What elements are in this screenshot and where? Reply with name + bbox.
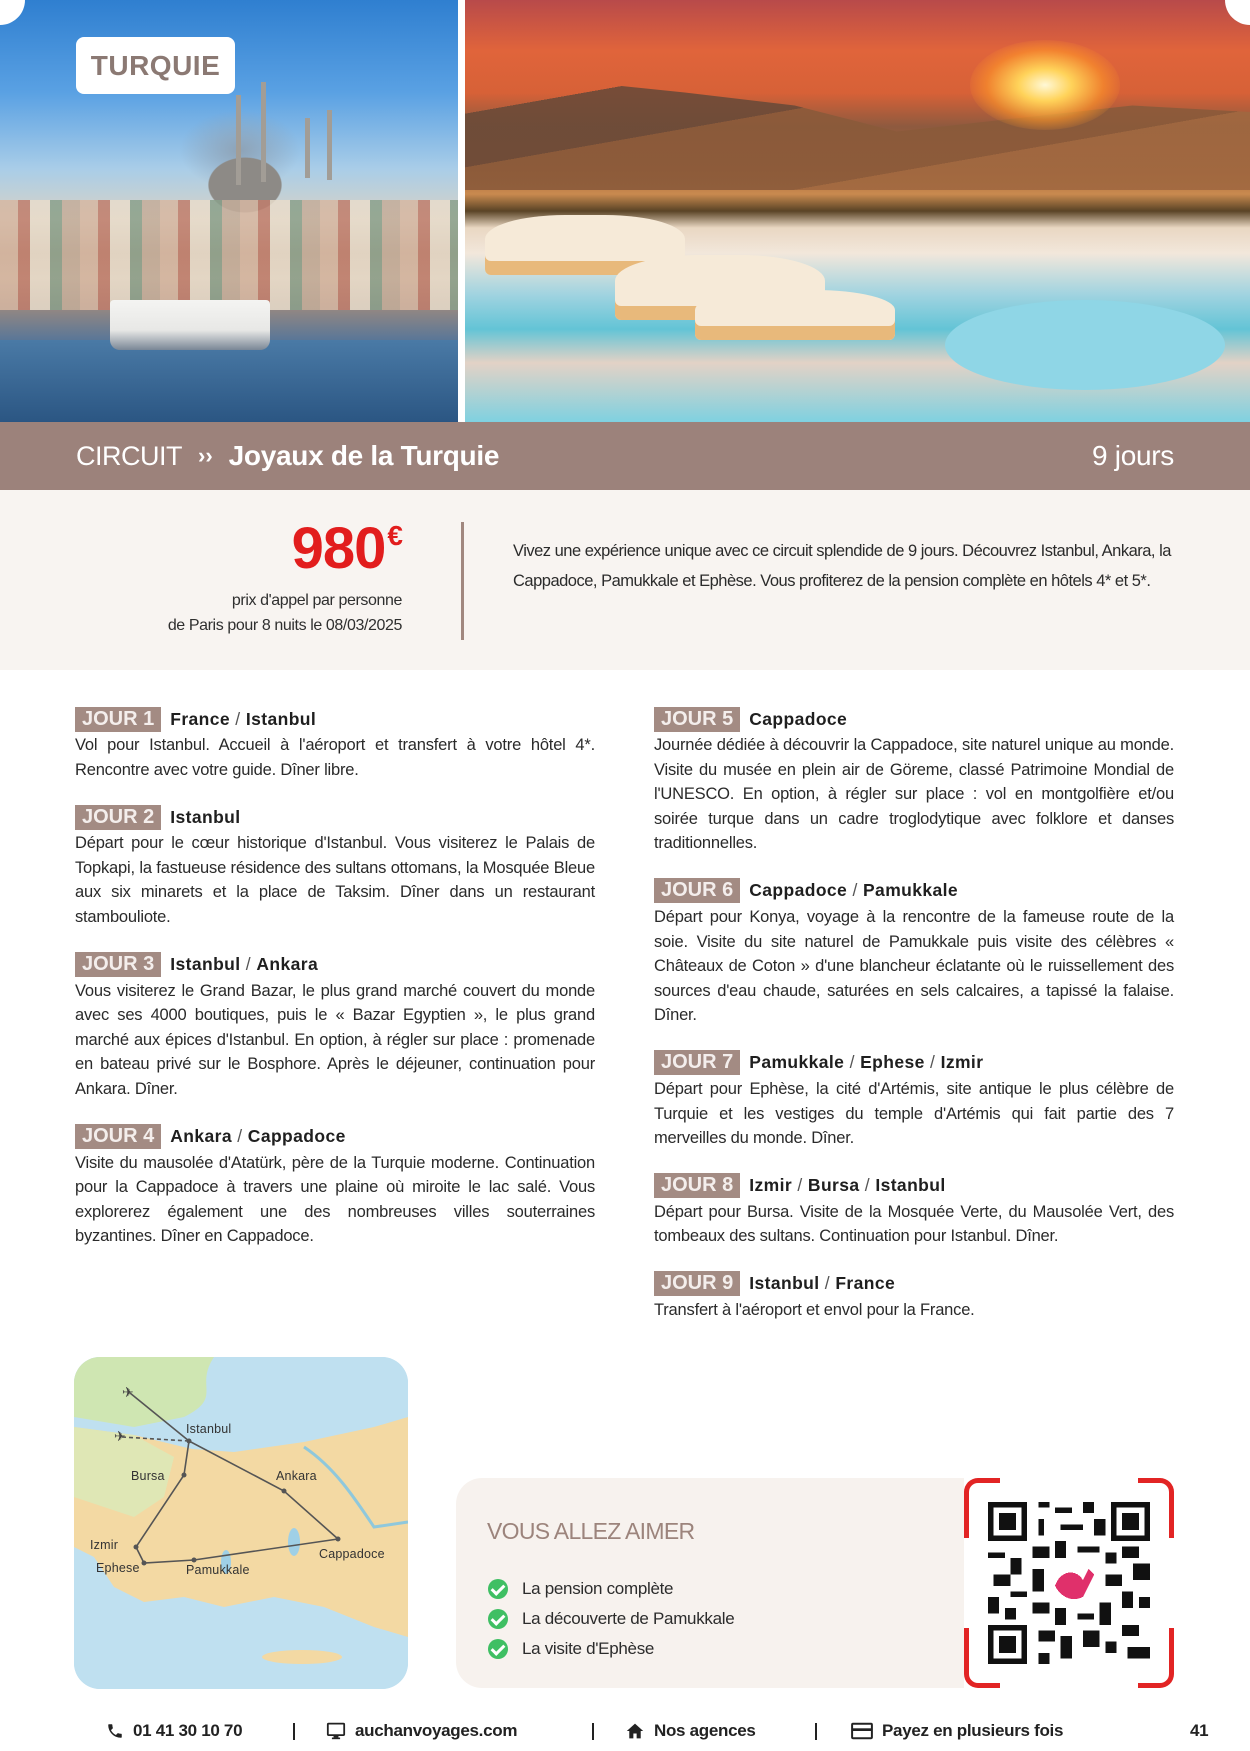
map-label-ephese: Ephese — [96, 1561, 140, 1575]
day-description: Départ pour Konya, voyage à la rencontre de la fameuse route de la soie. Visite du site naturel de Pamukkale puis visite des célèbres « Châteaux de Coton » d'une blancheur éclatante où le ruissellement des sources d'eau chaude, saturées en sels calcaires, a tapissé la falaise. Dîner. — [654, 907, 1174, 1025]
day-destination: Ankara — [256, 954, 319, 975]
map-label-izmir: Izmir — [90, 1538, 119, 1552]
chevron-right-icon: ›› — [198, 443, 213, 468]
day-destination: Istanbul — [749, 1273, 820, 1294]
country-badge: TURQUIE — [76, 37, 235, 94]
day-header — [654, 878, 1174, 904]
bosphorus-water — [0, 340, 458, 422]
highlight-label: La pension complète — [522, 1579, 674, 1598]
day-destination: Izmir — [749, 1175, 793, 1196]
website-url: auchanvoyages.com — [355, 1721, 518, 1740]
airplane-icon: ✈ — [122, 1384, 134, 1400]
itinerary-day — [75, 952, 595, 1102]
day-title — [749, 1052, 983, 1073]
phone-icon — [106, 1722, 124, 1740]
day-title — [170, 709, 316, 730]
decorative-dot — [0, 0, 25, 25]
pamukkale-photo — [465, 0, 1250, 422]
itinerary-column-right — [654, 706, 1174, 1345]
map-label-pamukkale: Pamukkale — [186, 1563, 250, 1577]
day-badge: JOUR 6 — [654, 878, 740, 903]
day-destination: Pamukkale — [862, 880, 959, 901]
highlight-item — [488, 1574, 734, 1604]
credit-card-icon — [851, 1722, 873, 1740]
day-destination: Istanbul — [875, 1175, 946, 1196]
day-title — [749, 880, 958, 901]
day-badge: JOUR 4 — [75, 1124, 161, 1149]
price-note — [82, 588, 402, 638]
decorative-dot — [1225, 0, 1250, 25]
route-map — [74, 1357, 408, 1689]
sunset-sun — [970, 40, 1120, 130]
itinerary-day — [75, 706, 595, 782]
highlight-label: La visite d'Ephèse — [522, 1639, 655, 1658]
day-header — [75, 1124, 595, 1150]
itinerary-day — [654, 706, 1174, 856]
day-description: Transfert à l'aéroport et envol pour la France. — [654, 1300, 975, 1319]
day-destination: Ephese — [860, 1052, 925, 1073]
check-circle-icon — [488, 1639, 508, 1659]
itinerary-day — [654, 1173, 1174, 1249]
highlights-box — [456, 1478, 976, 1688]
day-title — [170, 807, 240, 828]
day-destination: Istanbul — [170, 806, 241, 827]
map-label-bursa: Bursa — [131, 1469, 165, 1483]
price-note-line1: prix d'appel par personne — [231, 592, 402, 609]
minaret — [236, 95, 241, 185]
price-note-line2: de Paris pour 8 nuits le 08/03/2025 — [167, 617, 402, 634]
day-destination: Cappadoce — [749, 880, 848, 901]
agencies-link[interactable] — [625, 1721, 756, 1741]
day-header — [654, 706, 1174, 732]
day-badge: JOUR 9 — [654, 1271, 740, 1296]
day-title — [749, 1273, 895, 1294]
currency-symbol: € — [387, 520, 402, 551]
qr-code-icon[interactable] — [988, 1502, 1150, 1664]
website-link[interactable] — [326, 1721, 517, 1741]
title-separator: / — [924, 1052, 941, 1073]
divider — [461, 522, 464, 640]
itinerary-day — [654, 1271, 1174, 1323]
title-separator: / — [859, 1175, 876, 1196]
city-buildings — [0, 200, 458, 310]
price-block — [82, 516, 402, 638]
trip-duration: 9 jours — [1092, 440, 1174, 471]
day-badge: JOUR 5 — [654, 707, 740, 732]
itinerary-day — [75, 1124, 595, 1249]
separator — [293, 1723, 295, 1740]
itinerary-day — [75, 804, 595, 929]
phone-link[interactable] — [106, 1721, 242, 1741]
day-description: Visite du mausolée d'Atatürk, père de la Turquie moderne. Continuation pour la Cappadoce à travers une plaine où miroite le lac salé. Vous explorerez également une des nombreuses villes souterraines byzantines. Dîner en Cappadoce. — [75, 1153, 595, 1246]
title-separator: / — [230, 708, 246, 729]
day-title — [749, 709, 847, 730]
day-description: Départ pour Bursa. Visite de la Mosquée Verte, du Mausolée Vert, des tombeaux des sultans. Continuation pour Istanbul. Dîner. — [654, 1202, 1174, 1246]
mountains — [465, 60, 1250, 190]
map-label-cappadoce: Cappadoce — [319, 1547, 385, 1561]
day-header — [654, 1050, 1174, 1076]
day-description: Départ pour Ephèse, la cité d'Artémis, site antique le plus célèbre de Turquie et les vestiges du temple d'Artémis qui fait partie des 7 merveilles du monde. Dîner. — [654, 1079, 1174, 1148]
highlights-title: VOUS ALLEZ AIMER — [487, 1518, 695, 1544]
minaret — [305, 118, 310, 178]
highlight-label: La découverte de Pamukkale — [522, 1609, 735, 1628]
payment-label: Payez en plusieurs fois — [882, 1721, 1064, 1740]
separator — [815, 1723, 817, 1740]
computer-icon — [326, 1722, 346, 1740]
phone-number: 01 41 30 10 70 — [133, 1721, 243, 1740]
itinerary-column-left — [75, 706, 595, 1271]
day-description: Journée dédiée à découvrir la Cappadoce, site naturel unique au monde. Visite du musée en plein air de Göreme, classé Patrimoine Mondial de l'UNESCO. En option, à régler sur place : vol en montgolfière et/ou soirée turque dans un cadre troglodytique avec folklore et danses traditionnelles. — [654, 736, 1174, 853]
itinerary-day — [654, 878, 1174, 1028]
title-separator: / — [232, 1126, 248, 1147]
title-separator: / — [819, 1273, 836, 1294]
day-destination: Pamukkale — [749, 1052, 845, 1073]
day-destination: Istanbul — [170, 954, 241, 975]
day-badge: JOUR 3 — [75, 952, 161, 977]
footer — [0, 1716, 1250, 1746]
day-badge: JOUR 8 — [654, 1173, 740, 1198]
airplane-icon: ✈ — [114, 1428, 126, 1444]
check-circle-icon — [488, 1579, 508, 1599]
trip-name: Joyaux de la Turquie — [228, 440, 500, 471]
qr-code-block[interactable] — [964, 1478, 1174, 1688]
check-circle-icon — [488, 1609, 508, 1629]
minaret — [327, 110, 332, 180]
day-title — [170, 954, 318, 975]
hero-images — [0, 0, 1250, 422]
day-description: Vous visiterez le Grand Bazar, le plus grand marché couvert du monde avec ses 4000 boutiques, puis le « Bazar Egyptien », le plus grand marché aux épices d'Istanbul. En option, à régler sur place : promenade en bateau privé sur le Bosphore. Après le déjeuner, continuation pour Ankara. Dîner. — [75, 981, 595, 1098]
title-separator: / — [240, 954, 257, 975]
payment-link[interactable] — [851, 1721, 1063, 1741]
summary-section — [0, 490, 1250, 670]
highlight-item — [488, 1604, 734, 1634]
map-graphic — [74, 1357, 408, 1689]
day-destination: Ankara — [170, 1126, 232, 1147]
day-destination: France — [170, 708, 231, 729]
istanbul-photo — [0, 0, 458, 422]
itinerary-day — [654, 1050, 1174, 1151]
day-destination: Istanbul — [245, 708, 317, 729]
day-description: Départ pour le cœur historique d'Istanbul. Vous visiterez le Palais de Topkapi, la fastueuse résidence des sultans ottomans, la Mosquée Bleue aux six minarets et la place de Taksim. Dîner dans un restaurant stambouliote. — [75, 834, 595, 926]
home-icon — [625, 1722, 645, 1740]
day-header — [654, 1173, 1174, 1199]
trip-type: CIRCUIT — [76, 440, 182, 471]
day-header — [75, 952, 595, 978]
price — [82, 516, 402, 581]
day-destination: Izmir — [940, 1052, 984, 1073]
travertine-terrace — [695, 290, 895, 340]
day-header — [75, 706, 595, 732]
highlights-list — [488, 1574, 734, 1664]
page-number: 41 — [1190, 1721, 1209, 1740]
day-header — [75, 804, 595, 830]
day-description: Vol pour Istanbul. Accueil à l'aéroport et transfert à votre hôtel 4*. Rencontre avec votre guide. Dîner libre. — [75, 736, 595, 779]
title-separator: / — [792, 1175, 808, 1196]
map-label-ankara: Ankara — [276, 1469, 317, 1483]
day-title — [749, 1175, 945, 1196]
day-destination: Cappadoce — [749, 708, 848, 729]
day-title — [170, 1126, 345, 1147]
title-bar — [0, 422, 1250, 490]
thermal-pool — [945, 300, 1225, 390]
map-label-istanbul: Istanbul — [186, 1422, 232, 1436]
separator — [592, 1723, 594, 1740]
trip-description: Vivez une expérience unique avec ce circuit splendide de 9 jours. Découvrez Istanbul, Ankara, la Cappadoce, Pamukkale et Ephèse. Vous profiterez de la pension complète en hôtels 4* et 5*. — [513, 542, 1171, 590]
day-destination: France — [835, 1273, 896, 1294]
title-separator: / — [844, 1052, 861, 1073]
day-header — [654, 1271, 1174, 1297]
title-separator: / — [847, 880, 863, 901]
day-badge: JOUR 7 — [654, 1050, 740, 1075]
day-badge: JOUR 2 — [75, 805, 161, 830]
minaret — [261, 82, 266, 182]
highlight-item — [488, 1634, 734, 1664]
ferry-boat — [110, 300, 270, 350]
day-destination: Cappadoce — [247, 1126, 346, 1147]
day-badge: JOUR 1 — [75, 707, 161, 732]
agencies-label: Nos agences — [654, 1721, 756, 1740]
day-destination: Bursa — [807, 1175, 860, 1196]
price-value: 980 — [291, 516, 386, 581]
